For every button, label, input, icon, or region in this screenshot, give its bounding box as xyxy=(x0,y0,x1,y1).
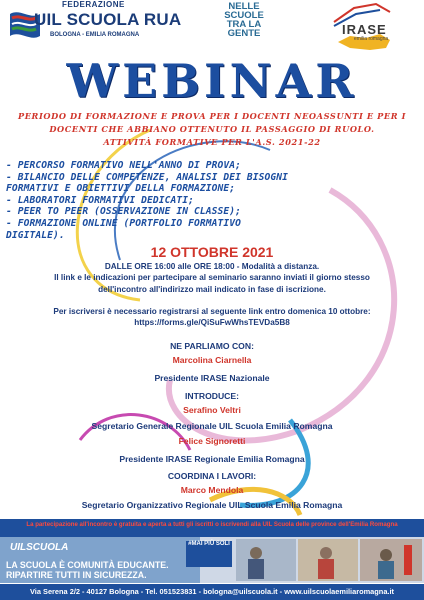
participation-note: La partecipazione all'incontro è gratuita e aperta a tutti gli iscritti o iscrivendi alla UIL Scuola delle province dell'Emilia Romagna xyxy=(26,521,398,528)
uil-name: UIL SCUOLA RUA xyxy=(34,10,182,29)
introducer-name: Serafino Veltri xyxy=(183,405,241,415)
subtitle-line: ATTIVITÀ FORMATIVE PER L'A.S. 2021-22 xyxy=(103,137,321,147)
nelle-line: SCUOLE xyxy=(224,10,264,21)
nelle-scuole-logo xyxy=(216,2,272,54)
list-item: - LABORATORI FORMATIVI DEDICATI; xyxy=(6,194,195,206)
slogan-line: RIPARTIRE TUTTI IN SICUREZZA. xyxy=(6,570,147,580)
banner-slogan xyxy=(6,560,169,580)
registration-info xyxy=(6,306,418,329)
nelle-line: NELLE xyxy=(228,1,260,12)
coordinator-role: Segretario Organizzativo Regionale UIL Scuola Emilia Romagna xyxy=(81,500,343,510)
subtitle-line: DOCENTI CHE ABBIANO OTTENUTO IL PASSAGGIO DI RUOLO. xyxy=(49,124,375,134)
uil-federazione-label: FEDERAZIONE xyxy=(62,0,125,9)
introducer-role: Presidente IRASE Regionale Emilia Romagna xyxy=(119,454,305,464)
uil-region: BOLOGNA - EMILIA ROMAGNA xyxy=(50,32,140,38)
hashtag-badge: #MAI PIÙ SOLI xyxy=(186,541,232,567)
speakers-heading: NE PARLIAMO CON: xyxy=(170,341,254,351)
list-item: - BILANCIO DELLE COMPETENZE, ANALISI DEI BISOGNI xyxy=(6,171,289,183)
footer-contacts: Via Serena 2/2 - 40127 Bologna - Tel. 051523831 - bologna@uilscuola.it - www.uilscuolaemiliaromagna.it xyxy=(30,587,394,596)
uilscuola-logo: UILSCUOLA xyxy=(10,542,69,553)
info-line: DALLE ORE 16:00 alle ORE 18:00 - Modalità a distanza. xyxy=(104,262,320,271)
event-info xyxy=(6,261,418,295)
introducer-role: Segretario Generale Regionale UIL Scuola Emilia Romagna xyxy=(91,421,333,431)
info-line: Il link e le indicazioni per partecipare al seminario saranno inviati il giorno stesso xyxy=(54,273,370,283)
list-item: - PERCORSO FORMATIVO NELL'ANNO DI PROVA; xyxy=(6,160,242,171)
registration-line: Per iscriversi è necessario registrarsi al seguente link entro domenica 10 ottobre: xyxy=(53,307,371,316)
irase-name: IRASE xyxy=(342,22,387,37)
coordina-heading: COORDINA I LAVORI: xyxy=(167,471,257,481)
subtitle-line: PERIODO DI FORMAZIONE E PROVA PER I DOCENTI NEOASSUNTI E PER I xyxy=(17,111,407,121)
registration-link[interactable]: https://forms.gle/QiSuFwWhsTEVDa5B8 xyxy=(134,318,290,328)
event-date: 12 OTTOBRE 2021 xyxy=(150,244,274,260)
introducer-name: Felice Signoretti xyxy=(178,436,246,446)
irase-sub: emilia romagna xyxy=(354,36,389,42)
speaker-name: Marcolina Ciarnella xyxy=(172,355,252,365)
classroom-photos xyxy=(236,539,422,581)
page-title: WEBINAR xyxy=(66,54,358,108)
list-item: - PEER TO PEER (OSSERVAZIONE IN CLASSE); xyxy=(6,206,242,218)
nelle-line: TRA LA xyxy=(226,19,262,30)
list-item: - FORMAZIONE ONLINE (PORTFOLIO FORMATIVO xyxy=(6,217,242,229)
list-item: FORMATIVI E OBIETTIVI DELLA FORMAZIONE; xyxy=(6,183,236,195)
introduce-heading: INTRODUCE: xyxy=(185,391,239,401)
subtitle xyxy=(8,110,416,149)
slogan-line: LA SCUOLA È COMUNITÀ EDUCANTE. xyxy=(6,560,169,570)
speaker-role: Presidente IRASE Nazionale xyxy=(154,373,270,383)
list-item: DIGITALE). xyxy=(6,229,65,241)
coordinator-name: Marco Mendola xyxy=(180,485,244,495)
topics-list xyxy=(6,160,418,241)
info-line: dell'incontro all'indirizzo mail indicato in fase di iscrizione. xyxy=(98,284,326,294)
nelle-line: GENTE xyxy=(227,28,261,39)
